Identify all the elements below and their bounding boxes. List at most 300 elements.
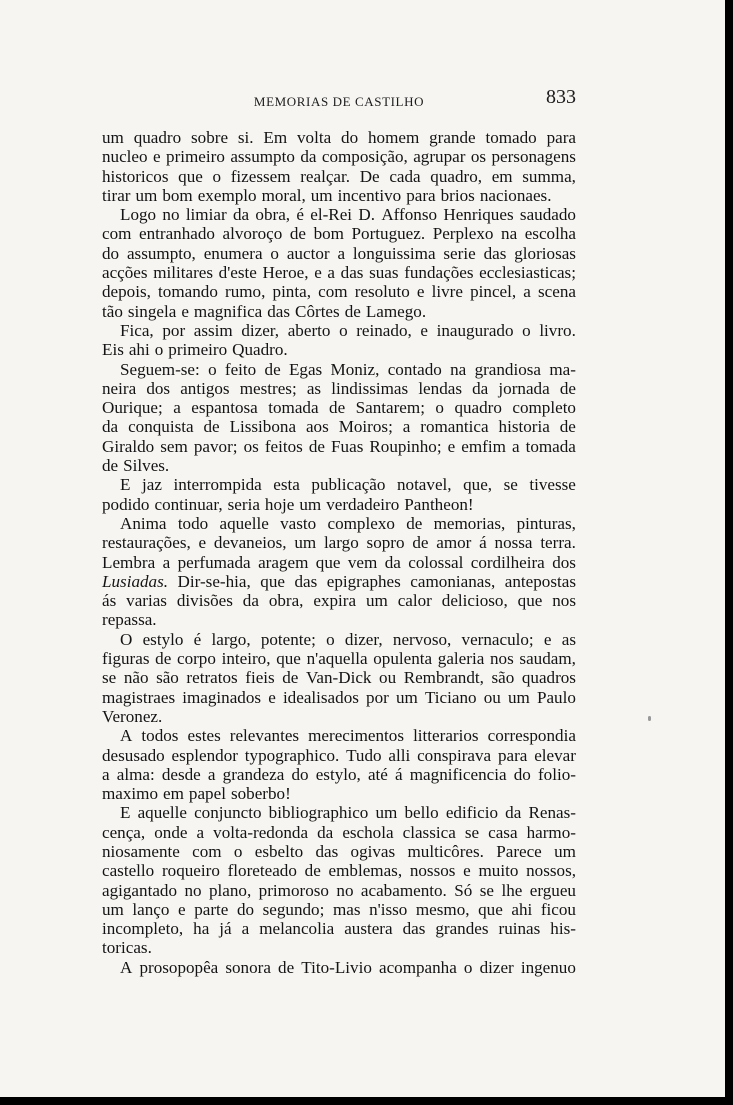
word: suas [369, 263, 399, 283]
word: da [472, 378, 489, 398]
word: ingenuo [520, 957, 576, 977]
word: de [282, 668, 299, 688]
word: imaginados [182, 687, 262, 707]
word: da [102, 417, 119, 437]
word: que, [463, 475, 493, 495]
word: terra. [540, 533, 576, 553]
text-line [102, 340, 576, 359]
word: assim [193, 320, 233, 340]
word: e [416, 282, 425, 302]
word: Côrtes [295, 301, 340, 321]
word: seria [227, 494, 260, 514]
word: casa [488, 822, 518, 842]
word: no [184, 880, 202, 900]
text-line [102, 803, 576, 822]
word: epigraphes [326, 571, 401, 591]
word: Giraldo [102, 436, 155, 456]
word: corpo [176, 649, 216, 669]
word: para [406, 185, 436, 205]
word: da [300, 147, 317, 167]
word: Ticiano [424, 687, 477, 707]
word: historicos [102, 166, 169, 186]
word: Lamego. [365, 301, 427, 321]
word: Egas [288, 359, 323, 379]
word: varias [126, 591, 167, 611]
word: a [102, 764, 110, 784]
word: personagens [491, 147, 576, 167]
word: sobre [191, 128, 229, 147]
word: que [260, 571, 285, 591]
word: alvoroço [222, 224, 283, 244]
word: se [464, 822, 480, 842]
word: vasto [280, 513, 317, 533]
word: edificio [445, 803, 499, 823]
word: das [340, 263, 364, 283]
word: tivesse [529, 475, 576, 495]
word: do [102, 243, 120, 263]
word: com [318, 282, 348, 302]
word: perfumada [177, 552, 251, 572]
word: restaurações, [102, 533, 191, 553]
word: conspirava [417, 745, 492, 765]
word: do [341, 128, 359, 147]
text-line [102, 417, 576, 436]
word: um [507, 687, 530, 707]
word: na [501, 224, 518, 244]
word: alli [388, 745, 411, 765]
word: nossos [409, 861, 456, 881]
word: lanço [132, 899, 170, 919]
word: d'este [218, 263, 257, 283]
word: Lusiadas. [102, 571, 169, 591]
text-line [102, 765, 576, 784]
word: Seguem-se: [120, 359, 200, 379]
word: a [196, 822, 205, 842]
word: das [267, 301, 291, 321]
word: aos [305, 417, 329, 437]
text-line [102, 668, 576, 687]
word: e [198, 533, 207, 553]
text-line [102, 649, 576, 668]
word: quadro [454, 398, 502, 418]
text-line [102, 437, 576, 456]
word: ogivas [350, 841, 396, 861]
word: ou [379, 668, 397, 688]
word: para [546, 128, 576, 147]
text-line [102, 360, 576, 379]
text-line [102, 167, 576, 186]
word: da [317, 822, 334, 842]
word: D. [358, 205, 375, 225]
word: auctor [286, 243, 330, 263]
word: inaugurado [436, 320, 514, 340]
word: da [242, 591, 259, 611]
word: ou [483, 687, 501, 707]
word: moral, [261, 185, 306, 205]
word: os [243, 436, 259, 456]
word: um [365, 591, 388, 611]
word: quadros [521, 668, 576, 688]
word: interrompida [173, 475, 262, 495]
word: potente; [260, 629, 316, 649]
word: jornada [498, 378, 550, 398]
word: a [511, 436, 520, 456]
text-line [102, 726, 576, 745]
word: Rembrandt, [403, 668, 484, 688]
word: é [296, 205, 304, 225]
word: primeiro [168, 340, 228, 360]
word: do [236, 899, 255, 919]
word: reinado, [356, 320, 412, 340]
word: a [327, 263, 336, 283]
word: saudam, [519, 649, 576, 669]
text-line [102, 919, 576, 938]
word: continuar, [154, 494, 223, 514]
word: e [447, 436, 456, 456]
word: assumpto [230, 147, 295, 167]
word: ha [193, 919, 210, 939]
word: expira [313, 591, 357, 611]
word: muito [478, 861, 519, 881]
word: Quadro. [232, 340, 288, 360]
word: Santarem; [355, 398, 425, 418]
word: as [561, 629, 576, 649]
word: quadro, [430, 166, 483, 186]
word: grandiosa [474, 359, 542, 379]
word: Pantheon! [404, 494, 474, 514]
word: nossa [494, 533, 533, 553]
word: onde [154, 822, 188, 842]
word: no [336, 880, 354, 900]
word: a [207, 764, 216, 784]
word: e [463, 861, 471, 881]
word: vem [347, 552, 378, 572]
word: incompleto, [102, 919, 184, 939]
word: A [120, 726, 133, 746]
word: dizer [479, 957, 514, 977]
word: Só [454, 880, 473, 900]
word: gloriosas [514, 243, 576, 263]
word: desde [161, 764, 201, 784]
word: his- [550, 919, 576, 939]
word: o [435, 398, 444, 418]
word: desusado [102, 745, 165, 765]
word: primeiro [166, 147, 225, 167]
word: exemplo [197, 185, 257, 205]
word: fieis [245, 668, 275, 688]
word: folio- [537, 764, 576, 784]
word: pinturas, [516, 513, 576, 533]
word: eschola [342, 822, 394, 842]
word: de [329, 398, 346, 418]
text-line [102, 533, 576, 552]
word: de [559, 378, 576, 398]
word: verdadeiro [326, 494, 400, 514]
word: Van-Dick [305, 668, 372, 688]
word: vernaculo; [461, 629, 534, 649]
word: Anima [120, 513, 167, 533]
text-line [102, 784, 576, 803]
word: emfim [461, 436, 506, 456]
word: Eis [102, 340, 124, 360]
word: acompanha [378, 957, 457, 977]
word: De [359, 166, 380, 186]
word: incentivo [337, 185, 402, 205]
word: á [479, 533, 487, 553]
word: repassa. [102, 610, 157, 630]
word: publicação [311, 475, 386, 495]
word: magistraes [102, 687, 176, 707]
word: inteiro, [221, 649, 271, 669]
word: serie [443, 243, 476, 263]
word: bom [313, 224, 344, 244]
word: aberto [287, 320, 331, 340]
word: limiar [185, 205, 227, 225]
word: tão [102, 301, 123, 321]
word: lindissimas [331, 378, 409, 398]
word: E [120, 475, 131, 495]
text-line [102, 861, 576, 880]
word: um [554, 841, 576, 861]
page-number: 833 [546, 86, 576, 108]
word: A [120, 957, 133, 977]
word: delicioso, [441, 591, 508, 611]
word: Logo [120, 205, 157, 225]
word: grandes [435, 919, 489, 939]
word: acabamento. [360, 880, 447, 900]
word: dizer, [344, 629, 383, 649]
word: que [178, 166, 203, 186]
word: complexo [327, 513, 395, 533]
word: Affonso [381, 205, 438, 225]
text-line [102, 205, 576, 224]
word: um [299, 494, 322, 514]
text-line [102, 591, 576, 610]
word: antigos [180, 378, 230, 398]
word: um [102, 899, 124, 919]
word: um [395, 687, 418, 707]
word: alma: [116, 764, 155, 784]
word: dizer, [241, 320, 280, 340]
word: e [420, 320, 428, 340]
word: de [264, 359, 281, 379]
word: jaz [141, 475, 162, 495]
word: tomado [485, 128, 537, 147]
word: camonianas, [410, 571, 496, 591]
word: estes [187, 726, 221, 746]
word: são [156, 668, 179, 688]
word: Fuas [331, 436, 364, 456]
word: na [450, 359, 467, 379]
word: até [367, 764, 388, 784]
word: o [463, 957, 473, 977]
word: feito [224, 359, 257, 379]
word: e [178, 899, 186, 919]
word: grande [429, 128, 476, 147]
word: galeria [437, 649, 485, 669]
word: Henriques [443, 205, 514, 225]
word: Veronez. [102, 706, 163, 726]
word: dos [552, 552, 576, 572]
word: um [102, 128, 124, 147]
word: um [375, 803, 398, 823]
word: da [505, 803, 522, 823]
word: cença, [102, 822, 146, 842]
word: se [503, 475, 518, 495]
word: relevantes [229, 726, 300, 746]
word: em [491, 166, 513, 186]
word: o [522, 320, 531, 340]
word: militares [153, 263, 214, 283]
word: os [470, 147, 487, 167]
word: Lissibona [229, 417, 297, 437]
word: e [181, 301, 189, 321]
word: tomando [158, 282, 218, 302]
text-line [102, 881, 576, 900]
word: livre [431, 282, 463, 302]
word: mas [332, 899, 361, 919]
word: das [402, 919, 426, 939]
word: Moniz, [330, 359, 380, 379]
word: já [219, 919, 232, 939]
word: Paulo [536, 687, 576, 707]
text-line [102, 823, 576, 842]
word: conjuncto [194, 803, 262, 823]
word: fundações [404, 263, 474, 283]
word: melancolia [259, 919, 335, 939]
word: sonora [225, 957, 271, 977]
text-line [102, 553, 576, 572]
text-line [102, 707, 576, 726]
word: Ourique; [102, 398, 163, 418]
word: aragem [258, 552, 309, 572]
word: de [304, 861, 321, 881]
word: feitos [264, 436, 303, 456]
word: do [291, 764, 309, 784]
word: e [268, 687, 276, 707]
word: se [102, 668, 117, 688]
word: Silves. [123, 456, 170, 476]
word: rumo, [225, 282, 266, 302]
word: devaneios, [213, 533, 287, 553]
word: composição, [321, 147, 408, 167]
word: n'aquella [306, 649, 368, 669]
text-line [102, 244, 576, 263]
word: um [135, 185, 158, 205]
word: se [479, 880, 495, 900]
word: Perplexo [432, 224, 494, 244]
word: e [314, 263, 322, 283]
word: esbelto [254, 841, 304, 861]
word: plano, [208, 880, 252, 900]
word: nucleo [102, 147, 148, 167]
word: floreteado [227, 861, 297, 881]
word: o [233, 841, 243, 861]
word: volta [297, 128, 332, 147]
text-line [102, 514, 576, 533]
word: a [241, 919, 250, 939]
word: correspondia [487, 726, 576, 746]
text-line [102, 128, 576, 147]
word: magnifica [193, 301, 263, 321]
word: da [232, 205, 250, 225]
word: cordilheira [470, 552, 545, 572]
word: n'isso [369, 899, 408, 919]
word: que [315, 552, 341, 572]
word: o [339, 320, 348, 340]
word: de [289, 224, 307, 244]
word: Moiros; [338, 417, 393, 437]
word: são [491, 668, 515, 688]
word: idealisados [282, 687, 359, 707]
word: cada [389, 166, 421, 186]
word: opulenta [373, 649, 433, 669]
word: castello [102, 861, 155, 881]
word: largo, [211, 629, 251, 649]
word: litterarios [413, 726, 479, 746]
text-line [102, 572, 576, 591]
text-line [102, 282, 576, 301]
word: de [278, 957, 295, 977]
word: bibliographico [268, 803, 369, 823]
word: mestres; [239, 378, 297, 398]
word: tomada [525, 436, 576, 456]
word: dos [146, 378, 171, 398]
word: ecclesiasticas; [479, 263, 576, 283]
word: resoluto [354, 282, 410, 302]
text-line [102, 688, 576, 707]
word: ficou [540, 899, 576, 919]
word: merecimentos [308, 726, 405, 746]
word: das [483, 243, 507, 263]
word: calor [397, 591, 432, 611]
text-line [102, 900, 576, 919]
word: realçar. [300, 166, 351, 186]
word: segundo; [262, 899, 325, 919]
word: entranhado [139, 224, 215, 244]
word: no [162, 205, 180, 225]
word: a [337, 243, 346, 263]
word: pavor; [193, 436, 238, 456]
text-line [102, 456, 576, 475]
word: saudado [519, 205, 576, 225]
word: nervoso, [392, 629, 452, 649]
word: nacionaes. [479, 185, 552, 205]
word: figuras [102, 649, 150, 669]
word: parte [194, 899, 229, 919]
word: o [270, 243, 279, 263]
word: um [294, 533, 317, 553]
word: ma- [549, 359, 576, 379]
word: scena [538, 282, 576, 302]
word: das [294, 571, 318, 591]
word: não [123, 668, 149, 688]
word: niosamente [102, 841, 180, 861]
word: amor [436, 533, 472, 553]
word: de [344, 301, 361, 321]
word: austera [344, 919, 393, 939]
word: aquelle [219, 513, 269, 533]
word: brios [440, 185, 475, 205]
word: de [406, 513, 423, 533]
word: longuissima [352, 243, 436, 263]
word: tirar [102, 185, 131, 205]
word: Tudo [346, 745, 382, 765]
word: podido [102, 494, 150, 514]
paper-speck [648, 716, 651, 721]
word: tomada [268, 398, 319, 418]
word: obra, [268, 591, 304, 611]
